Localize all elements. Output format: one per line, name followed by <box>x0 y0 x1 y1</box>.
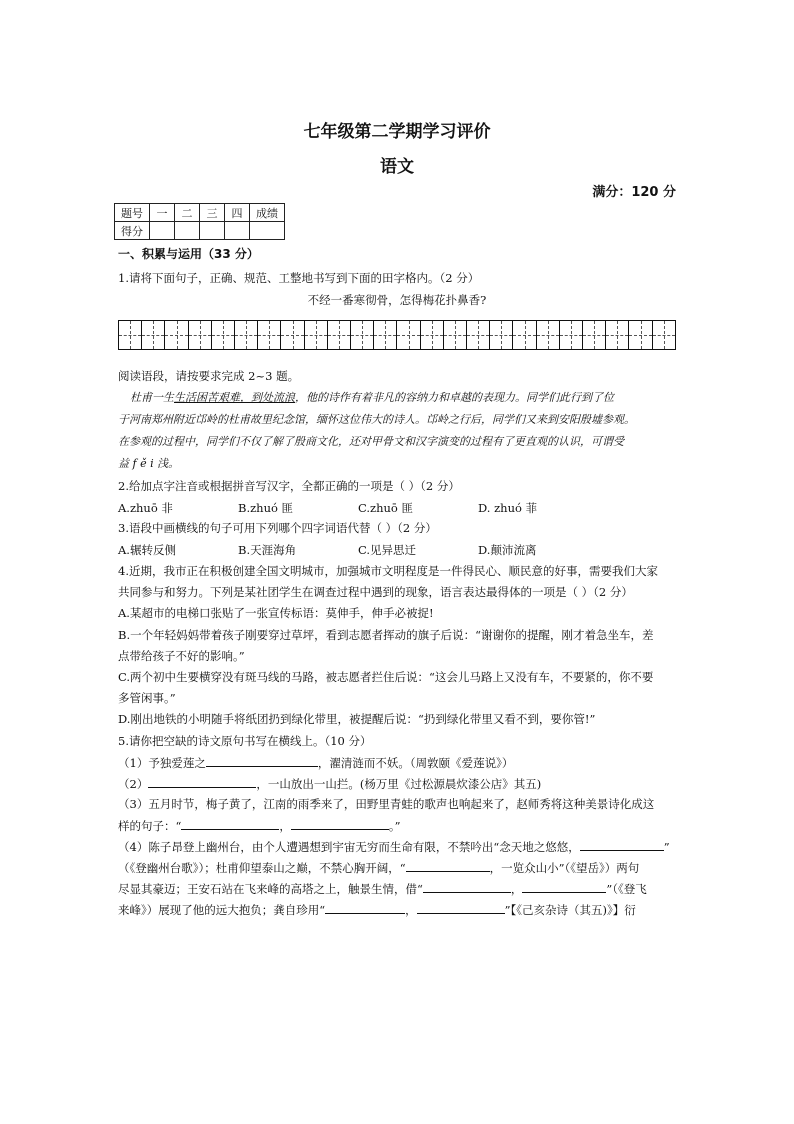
q4-option: D.刚出地铁的小明随手将纸团扔到绿化带里，被提醒后说：“扔到绿化带里又看不到，要你管!” <box>118 712 596 726</box>
answer-blank[interactable] <box>423 880 511 893</box>
q5-text: ，一览众山小”（《望岳》）两句 <box>489 861 640 875</box>
q5-text: ， <box>510 882 523 896</box>
q5-text: 尽显其豪迈；王安石站在飞来峰的高塔之上，触景生情，借“ <box>118 882 423 896</box>
score-table-header: 成绩 <box>250 204 285 222</box>
q2-option: D. zhuó 菲 <box>478 501 538 515</box>
tianzi-cell[interactable] <box>235 321 258 349</box>
answer-blank[interactable] <box>181 817 279 830</box>
q5-text: （4）陈子昂登上幽州台，由个人遭遇想到宇宙无穷而生命有限，不禁吟出“念天地之悠悠， <box>118 840 580 854</box>
q2-option: C.zhuō 匪 <box>358 501 413 515</box>
q5-text: （《登幽州台歌》）；杜甫仰望泰山之巅，不禁心胸开阔，“ <box>118 861 406 875</box>
score-table-header: 三 <box>200 204 225 222</box>
answer-blank[interactable] <box>580 838 664 851</box>
tianzi-cell[interactable] <box>258 321 281 349</box>
q5-item <box>118 838 670 855</box>
q4-option: B.一个年轻妈妈带着孩子刚要穿过草坪，看到志愿者挥动的旗子后说：“谢谢你的提醒，刚才着急坐车，差 <box>118 628 654 642</box>
score-cell[interactable] <box>250 222 285 240</box>
q5-text: ”（《登飞 <box>606 882 647 896</box>
q5-text: 。” <box>388 819 401 833</box>
q2-option: A.zhuō 非 <box>118 501 173 515</box>
passage-text: ，他的诗作有着非凡的容纳力和卓越的表现力。同学们此行到了位 <box>295 391 614 404</box>
passage-line: 在参观的过程中，同学们不仅了解了殷商文化，还对甲骨文和汉字演变的过程有了更直观的认识，可谓受 <box>118 435 624 448</box>
tianzi-cell[interactable] <box>583 321 606 349</box>
passage-line: 于河南郑州附近邙岭的杜甫故里纪念馆，缅怀这位伟大的诗人。邙岭之行后，同学们又来到安阳殷墟参观。 <box>118 413 635 426</box>
tianzi-cell[interactable] <box>444 321 467 349</box>
q5-item <box>118 775 541 792</box>
tianzi-cell[interactable] <box>212 321 235 349</box>
answer-blank[interactable] <box>206 754 318 767</box>
q2-option: B.zhuó 匪 <box>238 501 294 515</box>
tianzi-cell[interactable] <box>421 321 444 349</box>
underlined-phrase: 生活困苦艰难，到处流浪 <box>174 391 295 404</box>
passage-line <box>130 390 614 406</box>
tianzi-cell[interactable] <box>351 321 374 349</box>
question-4: 4.近期，我市正在积极创建全国文明城市，加强城市文明程度是一件得民心、顺民意的好事，需要我们大家 <box>118 564 658 578</box>
score-cell[interactable] <box>175 222 200 240</box>
section-heading: 一、积累与运用（33 分） <box>118 247 259 261</box>
question-1: 1.请将下面句子，正确、规范、工整地书写到下面的田字格内。（2 分） <box>118 271 480 285</box>
answer-blank[interactable] <box>148 775 256 788</box>
score-cell[interactable] <box>200 222 225 240</box>
tianzi-cell[interactable] <box>653 321 675 349</box>
full-score: 满分：120 分 <box>592 185 676 200</box>
tianzi-cell[interactable] <box>606 321 629 349</box>
tianzi-cell[interactable] <box>142 321 165 349</box>
tianzi-cell[interactable] <box>629 321 652 349</box>
score-table-header: 四 <box>225 204 250 222</box>
q3-option: B.天涯海角 <box>238 543 297 557</box>
score-table <box>114 203 285 240</box>
tianzi-grid[interactable] <box>118 320 676 350</box>
tianzi-cell[interactable] <box>560 321 583 349</box>
tianzi-cell[interactable] <box>305 321 328 349</box>
tianzi-cell[interactable] <box>467 321 490 349</box>
question-5: 5.请你把空缺的诗文原句书写在横线上。（10 分） <box>118 734 372 748</box>
tianzi-cell[interactable] <box>374 321 397 349</box>
answer-blank[interactable] <box>291 817 389 830</box>
score-table-header: 一 <box>150 204 175 222</box>
q5-text: 样的句子：“ <box>118 819 182 833</box>
tianzi-cell[interactable] <box>537 321 560 349</box>
tianzi-cell[interactable] <box>119 321 142 349</box>
answer-blank[interactable] <box>406 859 490 872</box>
q4-option: C.两个初中生要横穿没有斑马线的马路，被志愿者拦住后说：“这会儿马路上又没有车，不要紧的，你不要 <box>118 670 654 684</box>
question-2: 2.给加点字注音或根据拼音写汉字，全都正确的一项是（ ）（2 分） <box>118 479 460 493</box>
q5-text: ，濯清涟而不妖。（周敦颐《爱莲说》） <box>317 756 514 770</box>
tianzi-cell[interactable] <box>189 321 212 349</box>
q5-item <box>118 817 401 834</box>
answer-blank[interactable] <box>522 880 606 893</box>
q5-item <box>118 901 636 918</box>
q4-option: 点带给孩子不好的影响。” <box>118 649 245 663</box>
q5-text: ， <box>405 903 417 917</box>
tianzi-cell[interactable] <box>165 321 188 349</box>
tianzi-cell[interactable] <box>490 321 513 349</box>
q5-text: ” <box>663 840 670 854</box>
q4-option: A.某超市的电梯口张贴了一张宣传标语：莫伸手，伸手必被捉! <box>118 606 434 620</box>
q5-text: 来峰》）展现了他的远大抱负；龚自珍用“ <box>118 903 326 917</box>
q5-item <box>118 754 513 771</box>
q5-item <box>118 859 639 876</box>
passage-text: 杜甫一生 <box>130 391 174 404</box>
q5-text: ， <box>279 819 291 833</box>
q5-text: （1）予独爱莲之 <box>118 756 206 770</box>
q5-text: ，一山放出一山拦。(杨万里《过松源晨炊漆公店》其五) <box>256 777 542 791</box>
q3-option: D.颠沛流离 <box>478 543 537 557</box>
score-cell[interactable] <box>150 222 175 240</box>
copy-sentence: 不经一番寒彻骨，怎得梅花扑鼻香? <box>307 293 487 307</box>
tianzi-cell[interactable] <box>281 321 304 349</box>
answer-blank[interactable] <box>417 901 505 914</box>
passage-intro: 阅读语段，请按要求完成 2~3 题。 <box>118 369 300 383</box>
exam-title: 七年级第二学期学习评价 <box>303 122 491 142</box>
subject-title: 语文 <box>380 157 414 177</box>
score-table-header: 题号 <box>115 204 150 222</box>
q5-text: （2） <box>118 777 149 791</box>
q3-option: A.辗转反侧 <box>118 543 176 557</box>
passage-line: 益 f ě i 浅。 <box>118 457 180 470</box>
q5-item: （3）五月时节，梅子黄了，江南的雨季来了，田野里青蛙的歌声也响起来了，赵师秀将这种美景诗化成这 <box>118 797 655 811</box>
q5-item <box>118 880 647 897</box>
tianzi-cell[interactable] <box>328 321 351 349</box>
question-4: 共同参与和努力。下列是某社团学生在调查过程中遇到的现象，语言表达最得体的一项是（ ）（2 分） <box>118 585 633 599</box>
score-table-row-label: 得分 <box>115 222 150 240</box>
tianzi-cell[interactable] <box>513 321 536 349</box>
q5-text: ”【《己亥杂诗（其五)》】衍 <box>504 903 636 917</box>
q3-option: C.见异思迁 <box>358 543 417 557</box>
answer-blank[interactable] <box>325 901 405 914</box>
question-3: 3.语段中画横线的句子可用下列哪个四字词语代替（ ）（2 分） <box>118 521 437 535</box>
score-cell[interactable] <box>225 222 250 240</box>
q4-option: 多管闲事。” <box>118 691 176 705</box>
tianzi-cell[interactable] <box>397 321 420 349</box>
score-table-header: 二 <box>175 204 200 222</box>
